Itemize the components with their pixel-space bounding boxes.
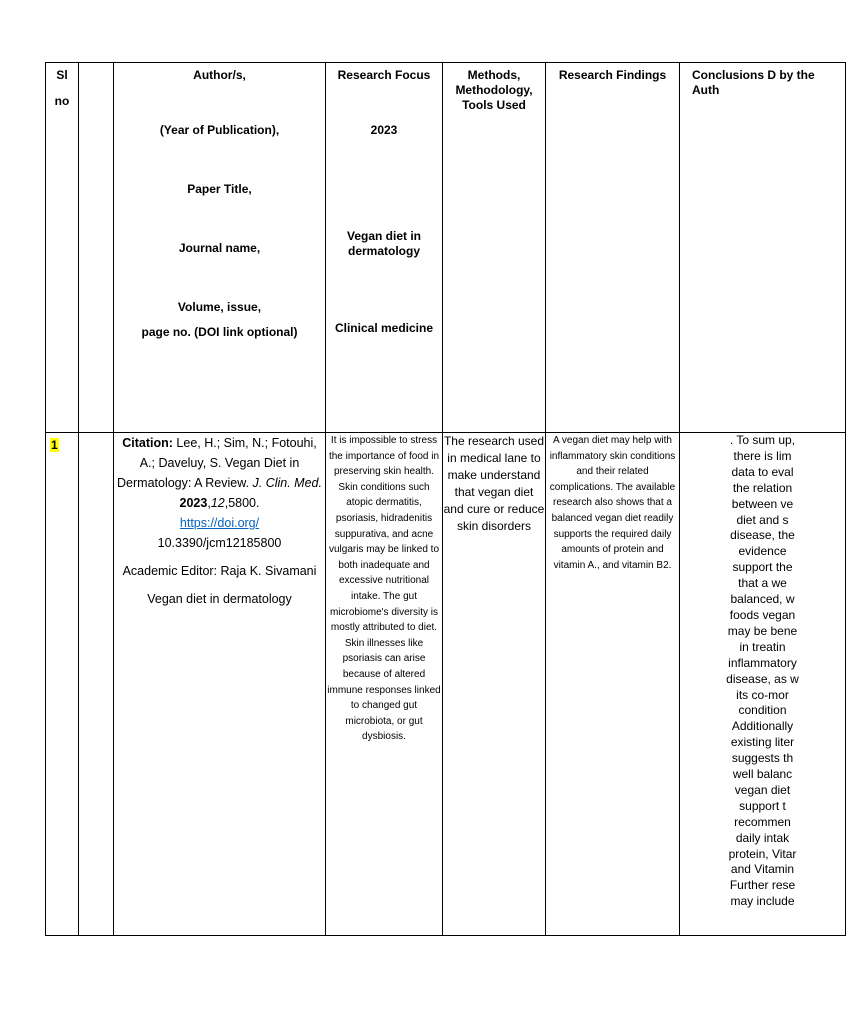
paper-title: Vegan diet in dermatology bbox=[147, 592, 292, 606]
academic-editor: Academic Editor: Raja K. Sivamani bbox=[122, 564, 317, 578]
row-number-highlight: 1 bbox=[51, 438, 58, 452]
conclusion-line: protein, Vitar bbox=[728, 846, 797, 861]
conclusion-line: existing liter bbox=[730, 735, 795, 750]
conclusion-line: data to eval bbox=[731, 464, 794, 479]
conclusion-line: Further rese bbox=[729, 878, 796, 893]
header-sl-no bbox=[46, 63, 79, 433]
conclusion-line: may include bbox=[730, 894, 795, 909]
conclusion-line: and Vitamin bbox=[730, 862, 795, 877]
conclusion-line: suggests th bbox=[731, 751, 794, 766]
conclusion-line: the relation bbox=[732, 480, 793, 495]
conclusion-line: may be bene bbox=[727, 623, 798, 638]
conclusion-line: inflammatory bbox=[728, 655, 797, 670]
citation-journal: J. Clin. Med. bbox=[252, 476, 322, 490]
header-no-text: no bbox=[54, 94, 70, 108]
conclusion-line: condition bbox=[738, 703, 787, 718]
header-focus-line: 2023 bbox=[370, 123, 398, 137]
conclusion-line: vegan diet bbox=[734, 782, 791, 797]
conclusion-line: recommen bbox=[734, 814, 791, 829]
citation-label: Citation: bbox=[122, 436, 173, 450]
header-findings: Research Findings bbox=[546, 63, 680, 433]
header-author-line: (Year of Publication), bbox=[159, 123, 280, 137]
row-citation bbox=[114, 433, 326, 936]
doi-rest: 10.3390/jcm12185800 bbox=[157, 536, 282, 550]
citation-paragraph: Citation: Lee, H.; Sim, N.; Fotouhi, A.; Daveluy, S. Vegan Diet in Dermatology: A Review. J. Clin. Med. 2023,12,5800. bbox=[117, 436, 322, 510]
conclusion-line: support the bbox=[732, 560, 793, 575]
row-conclusions bbox=[680, 433, 846, 936]
header-blank-cell bbox=[79, 63, 114, 433]
header-author bbox=[114, 63, 326, 433]
header-row bbox=[46, 63, 846, 433]
conclusion-line: there is lim bbox=[733, 448, 792, 463]
conclusion-line: between ve bbox=[731, 496, 794, 511]
header-author-line: Volume, issue, bbox=[177, 300, 262, 314]
row-methods: The research used in medical lane to make understand that vegan diet and cure or reduce skin disorders bbox=[443, 433, 546, 936]
conclusion-line: Additionally bbox=[731, 719, 794, 734]
row-findings: A vegan diet may help with inflammatory skin conditions and their related complications. The available research also shows that a balanced vegan diet readily supports the required daily amounts of protein and vitamin A., and vitamin B2. bbox=[546, 433, 680, 936]
header-author-line: Paper Title, bbox=[187, 182, 252, 196]
conclusion-line: support t bbox=[739, 798, 786, 813]
doi-line bbox=[114, 513, 325, 533]
conclusion-line: foods vegan bbox=[729, 607, 796, 622]
row-sl-no bbox=[46, 433, 79, 936]
conclusion-line: disease, as w bbox=[726, 671, 799, 686]
conclusion-line: daily intak bbox=[735, 830, 790, 845]
row-blank-cell bbox=[79, 433, 114, 936]
conclusion-line: diet and s bbox=[736, 512, 789, 527]
header-author-line: Author/s, bbox=[193, 68, 246, 82]
conclusion-line: . To sum up, bbox=[729, 433, 796, 447]
citation-article: ,5800. bbox=[224, 496, 260, 510]
citation-year: 2023 bbox=[179, 496, 208, 510]
header-author-line: page no. (DOI link optional) bbox=[141, 325, 298, 339]
header-conclusions: Conclusions D by the Auth bbox=[680, 63, 846, 433]
conclusion-line: balanced, w bbox=[730, 592, 795, 607]
conclusion-line: in treatin bbox=[739, 639, 786, 654]
header-author-line: Journal name, bbox=[178, 241, 261, 255]
conclusion-line: disease, the bbox=[730, 528, 795, 543]
header-research-focus bbox=[326, 63, 443, 433]
header-sl-text: Sl bbox=[56, 68, 68, 82]
citation-volume: 12 bbox=[210, 496, 225, 510]
citation-text: Lee, H.; Sim, N.; Fotouhi, A.; Daveluy, S. Vegan Diet in Dermatology: A Review. bbox=[117, 436, 317, 490]
header-focus-line: Research Focus bbox=[337, 68, 431, 82]
conclusion-line: well balanc bbox=[732, 767, 793, 782]
conclusion-line: that a we bbox=[738, 576, 787, 591]
literature-review-table bbox=[45, 62, 846, 936]
header-methods: Methods, Methodology, Tools Used bbox=[443, 63, 546, 433]
table-row bbox=[46, 433, 846, 936]
conclusion-line: its co-mor bbox=[736, 687, 789, 702]
header-focus-line: Clinical medicine bbox=[334, 321, 434, 335]
row-research-focus: It is impossible to stress the importance of food in preserving skin health. Skin conditions such atopic dermatitis, psoriasis, hidradenitis suppurativa, and acne vulgaris may be linked to both inadequate and excessive nutritional intake. The gut microbiome's diversity is mostly attributed to diet. Skin illnesses like psoriasis can arise because of altered immune responses linked to changed gut microbiota, or gut dysbiosis. bbox=[326, 433, 443, 936]
header-focus-line: Vegan diet in dermatology bbox=[346, 229, 421, 258]
conclusion-line: evidence bbox=[738, 544, 787, 559]
doi-link[interactable]: https://doi.org/ bbox=[179, 516, 260, 530]
